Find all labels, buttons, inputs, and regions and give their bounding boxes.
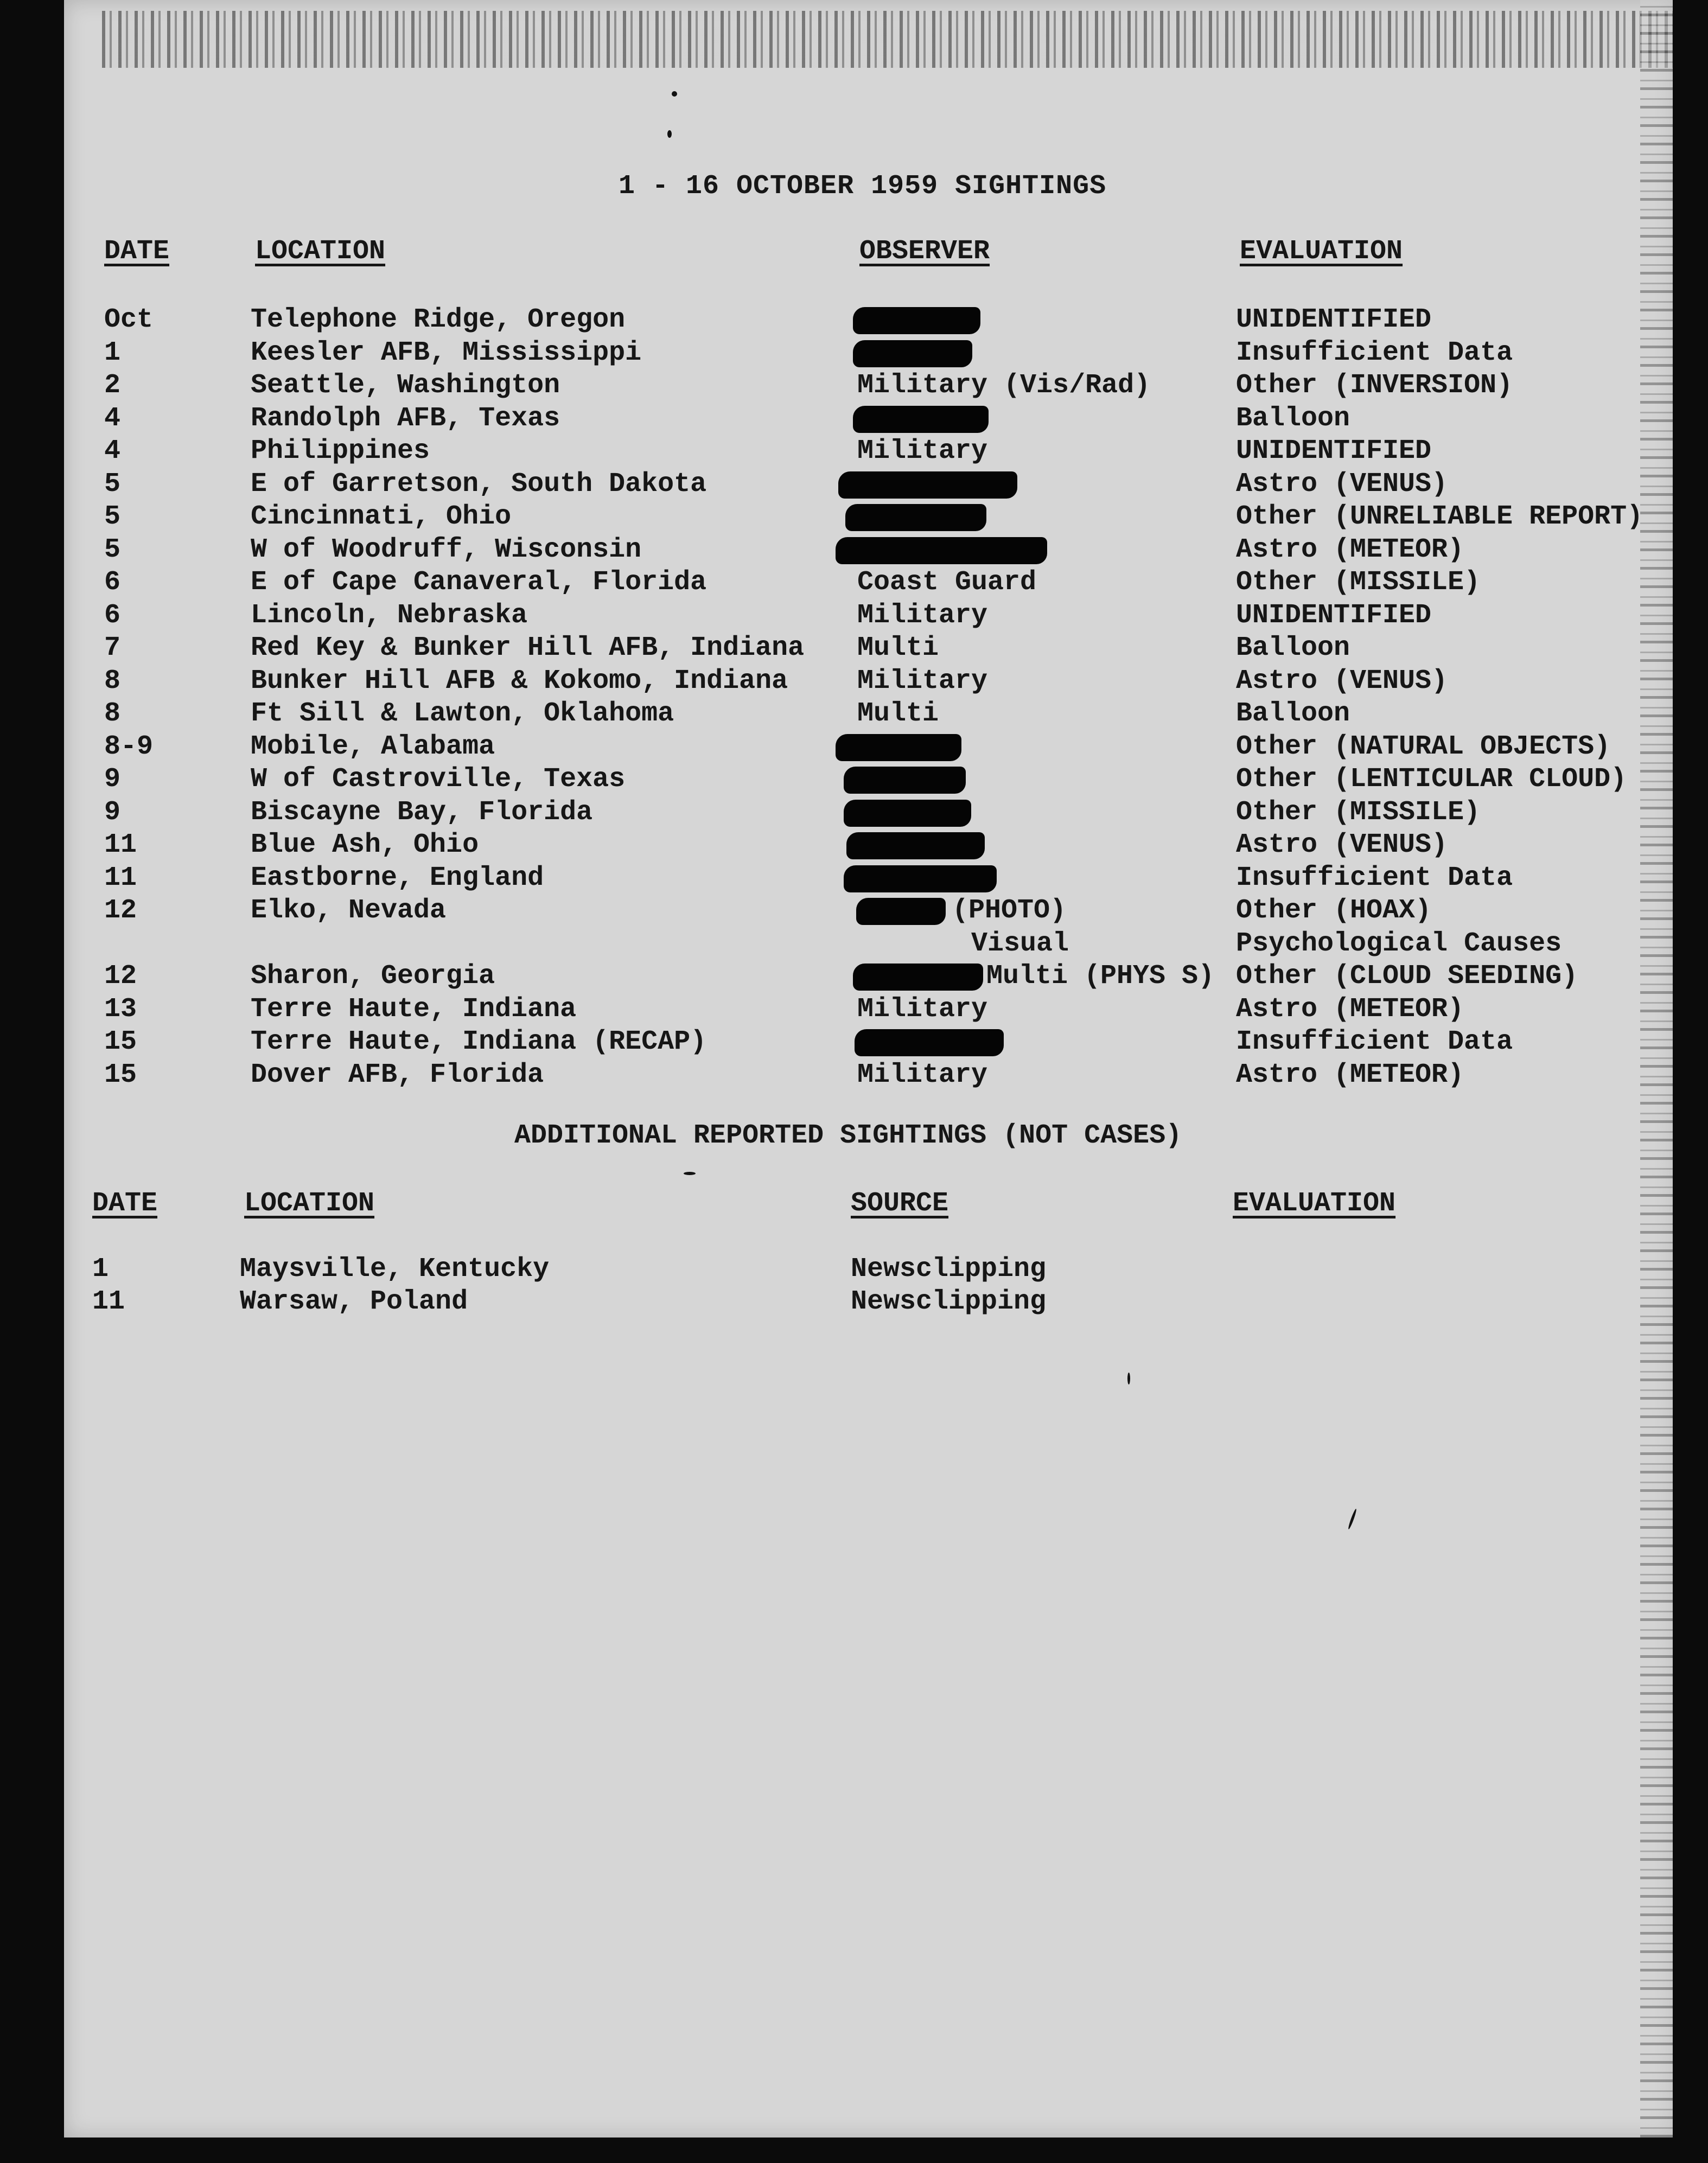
row-evaluation: Other (CLOUD SEEDING) [1236,961,1578,992]
row-evaluation: Balloon [1236,698,1350,729]
additional-header-evaluation: EVALUATION [1233,1188,1396,1219]
table-row [0,763,1708,796]
header-location: LOCATION [255,236,386,267]
row-date: 8 [104,665,121,697]
row-date: 8-9 [104,731,154,762]
table-row [0,895,1708,927]
row-location: Red Key & Bunker Hill AFB, Indiana [251,633,805,663]
row-source: Newsclipping [851,1254,1047,1285]
row-date: 1 [92,1254,109,1285]
row-date: 4 [104,403,121,434]
row-observer: Military [857,993,988,1025]
row-evaluation: Astro (METEOR) [1236,534,1464,565]
row-location: Elko, Nevada [251,895,447,926]
row-date: 15 [104,1026,137,1057]
table-row [0,501,1708,533]
row-location: Biscayne Bay, Florida [251,796,593,828]
row-evaluation: UNIDENTIFIED [1236,304,1432,335]
row-source: Newsclipping [851,1286,1047,1317]
redaction-bar [853,406,989,433]
redaction-bar [844,865,997,892]
additional-header-date: DATE [92,1188,158,1219]
row-evaluation: Other (INVERSION) [1236,370,1513,401]
row-location: Dover AFB, Florida [251,1059,544,1090]
redaction-bar [845,504,986,531]
row-observer: Military [857,436,988,467]
additional-header-location: LOCATION [244,1188,375,1219]
row-evaluation: Other (MISSILE) [1236,567,1481,598]
redaction-bar [836,734,961,761]
redaction-bar [856,898,946,925]
row-observer: Multi [857,698,939,729]
row-location: Terre Haute, Indiana (RECAP) [251,1026,707,1057]
row-location: Maysville, Kentucky [240,1254,550,1285]
header-observer: OBSERVER [859,236,990,267]
row-location: Sharon, Georgia [251,961,495,992]
row-date: 11 [104,862,137,894]
row-location: Bunker Hill AFB & Kokomo, Indiana [251,665,788,697]
row-evaluation: Insufficient Data [1236,862,1513,894]
row-evaluation: Other (HOAX) [1236,895,1432,926]
document-title: 1 - 16 OCTOBER 1959 SIGHTINGS [619,171,1107,202]
table-row [0,665,1708,698]
additional-sightings-title: ADDITIONAL REPORTED SIGHTINGS (NOT CASES) [514,1120,1182,1151]
table-row [0,1253,1708,1286]
row-date: 5 [104,501,121,532]
table-row [0,993,1708,1026]
row-date: Oct [104,304,154,335]
row-date: 12 [104,895,137,926]
table-row [0,829,1708,862]
row-date: 5 [104,534,121,565]
table-row [0,698,1708,730]
row-date: 5 [104,468,121,500]
row-date: 6 [104,567,121,598]
redaction-bar [836,537,1047,564]
row-evaluation: Other (UNRELIABLE REPORT) [1236,501,1643,532]
row-observer: Coast Guard [857,567,1037,598]
row-evaluation: UNIDENTIFIED [1236,436,1432,467]
row-date: 6 [104,599,121,631]
table-row [0,468,1708,501]
row-location: W of Woodruff, Wisconsin [251,534,642,565]
row-date: 12 [104,961,137,992]
row-date: 15 [104,1059,137,1090]
row-observer: Military [857,1059,988,1090]
redaction-bar [853,340,972,367]
scan-top-edge [102,11,1673,68]
row-observer: Visual [971,928,1069,959]
row-evaluation: Other (MISSILE) [1236,796,1481,828]
scan-speck [667,130,672,138]
row-location: W of Castroville, Texas [251,764,626,795]
row-location: Warsaw, Poland [240,1286,468,1317]
row-evaluation: Other (NATURAL OBJECTS) [1236,731,1611,762]
row-date: 11 [92,1286,125,1317]
row-evaluation: Insufficient Data [1236,1026,1513,1057]
row-location: Mobile, Alabama [251,731,495,762]
table-row [0,632,1708,665]
row-location: Blue Ash, Ohio [251,830,479,860]
row-observer: Multi (PHYS S) [986,961,1215,992]
table-row [0,1059,1708,1092]
scan-speck [1127,1373,1130,1384]
header-date: DATE [104,236,170,267]
redaction-bar [844,767,966,794]
row-date: 2 [104,370,121,401]
row-evaluation: Astro (VENUS) [1236,665,1448,697]
row-evaluation: UNIDENTIFIED [1236,599,1432,631]
redaction-bar [844,800,971,827]
scan-speck [684,1172,696,1175]
row-location: Ft Sill & Lawton, Oklahoma [251,698,674,729]
redaction-bar [838,471,1017,499]
table-row [0,304,1708,336]
row-date: 13 [104,993,137,1025]
row-date: 8 [104,698,121,729]
row-evaluation: Astro (VENUS) [1236,468,1448,500]
row-evaluation: Astro (VENUS) [1236,830,1448,860]
row-location: Cincinnati, Ohio [251,501,512,532]
table-row [0,796,1708,829]
redaction-bar [853,307,980,334]
row-location: Keesler AFB, Mississippi [251,337,642,368]
redaction-bar [855,1029,1004,1056]
table-row [0,599,1708,632]
row-date: 11 [104,830,137,860]
table-row [0,928,1708,960]
redaction-bar [853,964,983,991]
row-location: Terre Haute, Indiana [251,993,577,1025]
table-row [0,403,1708,435]
row-date: 1 [104,337,121,368]
table-row [0,731,1708,763]
row-evaluation: Balloon [1236,633,1350,663]
row-observer: Military [857,599,988,631]
row-date: 4 [104,436,121,467]
row-date: 9 [104,796,121,828]
table-row [0,960,1708,993]
additional-header-source: SOURCE [851,1188,949,1219]
row-evaluation: Psychological Causes [1236,928,1562,959]
row-location: E of Cape Canaveral, Florida [251,567,707,598]
row-observer: Multi [857,633,939,663]
row-observer: (PHOTO) [952,895,1067,926]
row-observer: Military [857,665,988,697]
row-observer: Military (Vis/Rad) [857,370,1151,401]
row-evaluation: Astro (METEOR) [1236,993,1464,1025]
row-location: Eastborne, England [251,862,544,894]
table-row [0,435,1708,468]
row-date: 9 [104,764,121,795]
row-location: Philippines [251,436,430,467]
table-row [0,566,1708,599]
table-row [0,534,1708,566]
header-evaluation: EVALUATION [1240,236,1403,267]
table-row [0,337,1708,369]
table-row [0,369,1708,402]
scan-speck [672,91,677,97]
table-row [0,1026,1708,1058]
row-date: 7 [104,633,121,663]
row-location: E of Garretson, South Dakota [251,468,707,500]
table-row [0,1286,1708,1318]
row-location: Randolph AFB, Texas [251,403,560,434]
row-location: Telephone Ridge, Oregon [251,304,626,335]
row-evaluation: Other (LENTICULAR CLOUD) [1236,764,1627,795]
row-evaluation: Balloon [1236,403,1350,434]
row-evaluation: Astro (METEOR) [1236,1059,1464,1090]
table-row [0,862,1708,895]
row-evaluation: Insufficient Data [1236,337,1513,368]
row-location: Lincoln, Nebraska [251,599,528,631]
row-location: Seattle, Washington [251,370,560,401]
redaction-bar [846,832,985,859]
